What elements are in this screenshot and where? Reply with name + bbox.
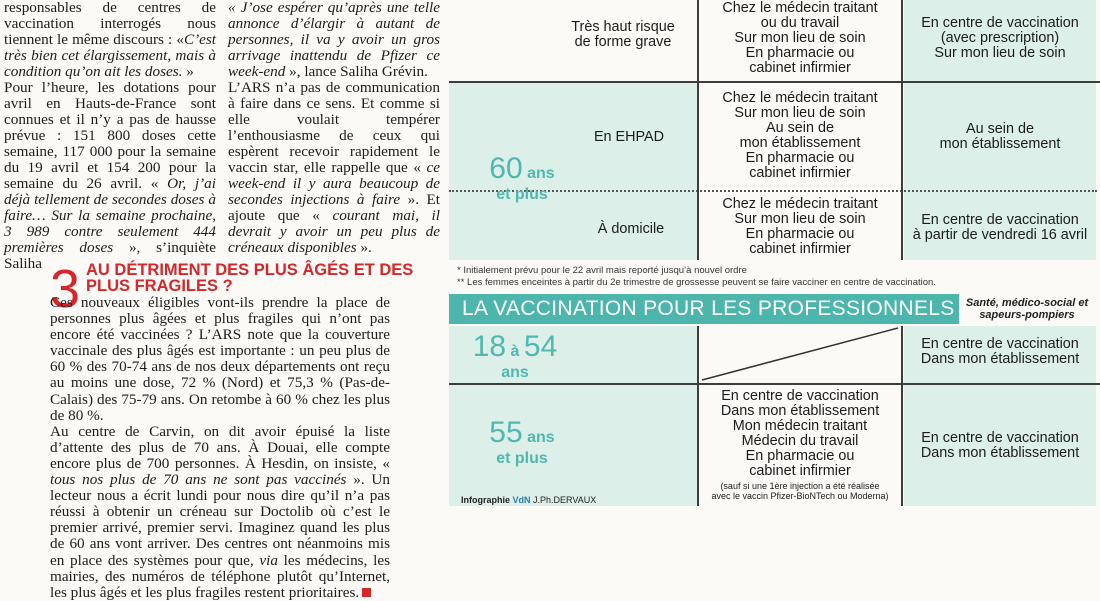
end-mark [362, 588, 371, 597]
text-run: Pour l’heure, les dotations pour avril en Hauts-de-France sont connues et il n’y a pas de hausse prévue : 151 800 doses cette semaine, 117 000 pour la semaine du 19 avril et 154 200 pour la semaine du 26 avril. « [4, 79, 216, 192]
credit-label: Infographie [461, 495, 510, 505]
banner-subtitle: Santé, médico-social et sapeurs-pompiers [965, 297, 1089, 321]
row-divider [449, 81, 1100, 83]
article-column-2 [228, 0, 440, 256]
paragraph [50, 424, 390, 601]
quote: C’est très bien cet élargissement, mais à condition qu’on ait les doses. [4, 31, 216, 80]
section-body [50, 295, 390, 601]
cell-55-center: En centre de vaccination Dans mon établissement [920, 430, 1080, 461]
text-run: responsables de centres de vaccination interrogés nous tiennent le même discours : « [4, 0, 216, 48]
cell-55-note: (sauf si une 1ère injection a été réalisée avec le vaccin Pfizer-BioNTech ou Moderna) [711, 481, 889, 501]
age-connector: à [510, 343, 520, 360]
quote: « J’ose espérer qu’après une telle annonce d’élargir à autant de personnes, il va y avoir un gros arrivage inattendu de Pfizer ce week-end [228, 0, 440, 80]
age-number: 18 [472, 330, 507, 363]
age-60-label [467, 152, 577, 204]
footnote: ** Les femmes enceintes à partir du 2e trimestre de grossesse peuvent se faire vacciner en centre de vaccination. [457, 277, 936, 288]
section-number: 3 [50, 259, 81, 319]
infographic-credit [461, 495, 596, 505]
banner-title: LA VACCINATION POUR LES PROFESSIONNELS [462, 297, 955, 320]
credit-author: J.Ph.DERVAUX [533, 495, 597, 505]
cell-55-where: En centre de vaccination Dans mon établissement Mon médecin traitant Médecin du travail En pharmacie ou cabinet infirmier [720, 388, 880, 479]
age-suffix: et plus [496, 186, 548, 203]
quote: courant mai, il devrait y avoir un peu plus de créneaux disponibles [228, 207, 440, 256]
diagonal-line [702, 328, 898, 380]
text-run: », lance Saliha Grévin. [285, 63, 428, 80]
column-divider [901, 0, 903, 260]
age-unit: ans [501, 364, 529, 381]
cell-home-where: Chez le médecin traitant Sur mon lieu de soin En pharmacie ou cabinet infirmier [722, 196, 878, 257]
quote: tous nos plus de 70 ans ne sont pas vaccinés [50, 471, 347, 489]
text-run: ». [356, 239, 372, 256]
empty-cell-strike [700, 326, 900, 382]
text-run: via [259, 551, 278, 569]
text-run: L’ARS n’a pas de communication à faire dans ce sens. Et comme si elle voulait tempérer l’enthousiasme de ceux qui espèrent recevoir rapidement le vaccin star, elle rappelle que « [228, 79, 440, 176]
row-label-ehpad: En EHPAD [593, 129, 665, 145]
column-divider [697, 0, 699, 260]
text-run: Au centre de Carvin, on dit avoir épuisé la liste d’attente des plus de 70 ans. À Douai, elle compte encore plus de 700 personnes. À Hesdin, on insiste, « [50, 422, 390, 472]
row-divider [449, 383, 1100, 385]
age-18-54-label [455, 330, 575, 382]
cell-18-54-center: En centre de vaccination Dans mon établissement [920, 336, 1080, 367]
row-label-home: À domicile [597, 221, 665, 237]
age-unit: ans [527, 165, 555, 182]
row-label-high-risk: Très haut risque de forme grave [571, 19, 675, 50]
article-column-1 [4, 0, 216, 272]
cell-ehpad-center: Au sein de mon établissement [939, 121, 1061, 152]
age-number: 60 [489, 152, 523, 185]
cell-high-risk-center: En centre de vaccination (avec prescription) Sur mon lieu de soin [921, 15, 1079, 61]
text-run: ». Un lecteur nous a écrit lundi pour nous dire qu’il n’a pas réussi à obtenir un créneau sur Doctolib où c’est le premier arrivé, premier servi. Imaginez quand les plus de 60 ans vont arriver. Des centres ont néanmoins mis en place des systèmes pour que, [50, 471, 390, 569]
paragraph: Ces nouveaux éligibles vont-ils prendre la place de personnes plus âgées et plus fragiles qui n’ont pas encore été vaccinées ? L’ARS note que la couverture vaccinale des plus âgés est importante : un peu plus de 60 % des 70-74 ans de nos deux départements ont reçu au moins une dose, 72 % (Nord) et 75,3 % (Pas-de-Calais) des 75-79 ans. On retombe à 60 % chez les plus de 80 %. [50, 294, 390, 424]
cell-high-risk-where: Chez le médecin traitant ou du travail Sur mon lieu de soin En pharmacie ou cabinet infirmier [722, 0, 878, 76]
section-heading: AU DÉTRIMENT DES PLUS ÂGÉS ET DES PLUS FRAGILES ? [86, 261, 414, 295]
cell-ehpad-where: Chez le médecin traitant Sur mon lieu de soin Au sein de mon établissement En pharmacie ou cabinet infirmier [722, 90, 878, 181]
age-number: 54 [523, 330, 558, 363]
age-number: 55 [489, 416, 523, 449]
age-suffix: et plus [496, 450, 548, 467]
quote: Or, j’ai déjà tellement de secondes doses à faire… Sur la semaine prochaine, 3 989 contre seulement 444 premières doses [4, 175, 216, 256]
cell-home-center: En centre de vaccination à partir de vendredi 16 avril [912, 212, 1088, 243]
text-run: ». Et ajoute que « [228, 191, 441, 224]
column-divider [697, 326, 699, 506]
text-run: les médecins, les mairies, des numéros de téléphone plutôt qu’Internet, les plus âgés et les plus fragiles restent prioritaires. [50, 551, 390, 601]
newspaper-logo: VdN [512, 495, 531, 505]
quote: ce week-end il y aura beaucoup de secondes injections à faire [228, 159, 440, 208]
text-run: », s’inquiète Saliha [4, 239, 217, 272]
text-run: » [182, 63, 194, 80]
age-unit: ans [527, 429, 555, 446]
column-divider [901, 326, 903, 506]
age-55-label [467, 416, 577, 468]
footnote: * Initialement prévu pour le 22 avril mais reporté jusqu’à nouvel ordre [457, 265, 747, 276]
